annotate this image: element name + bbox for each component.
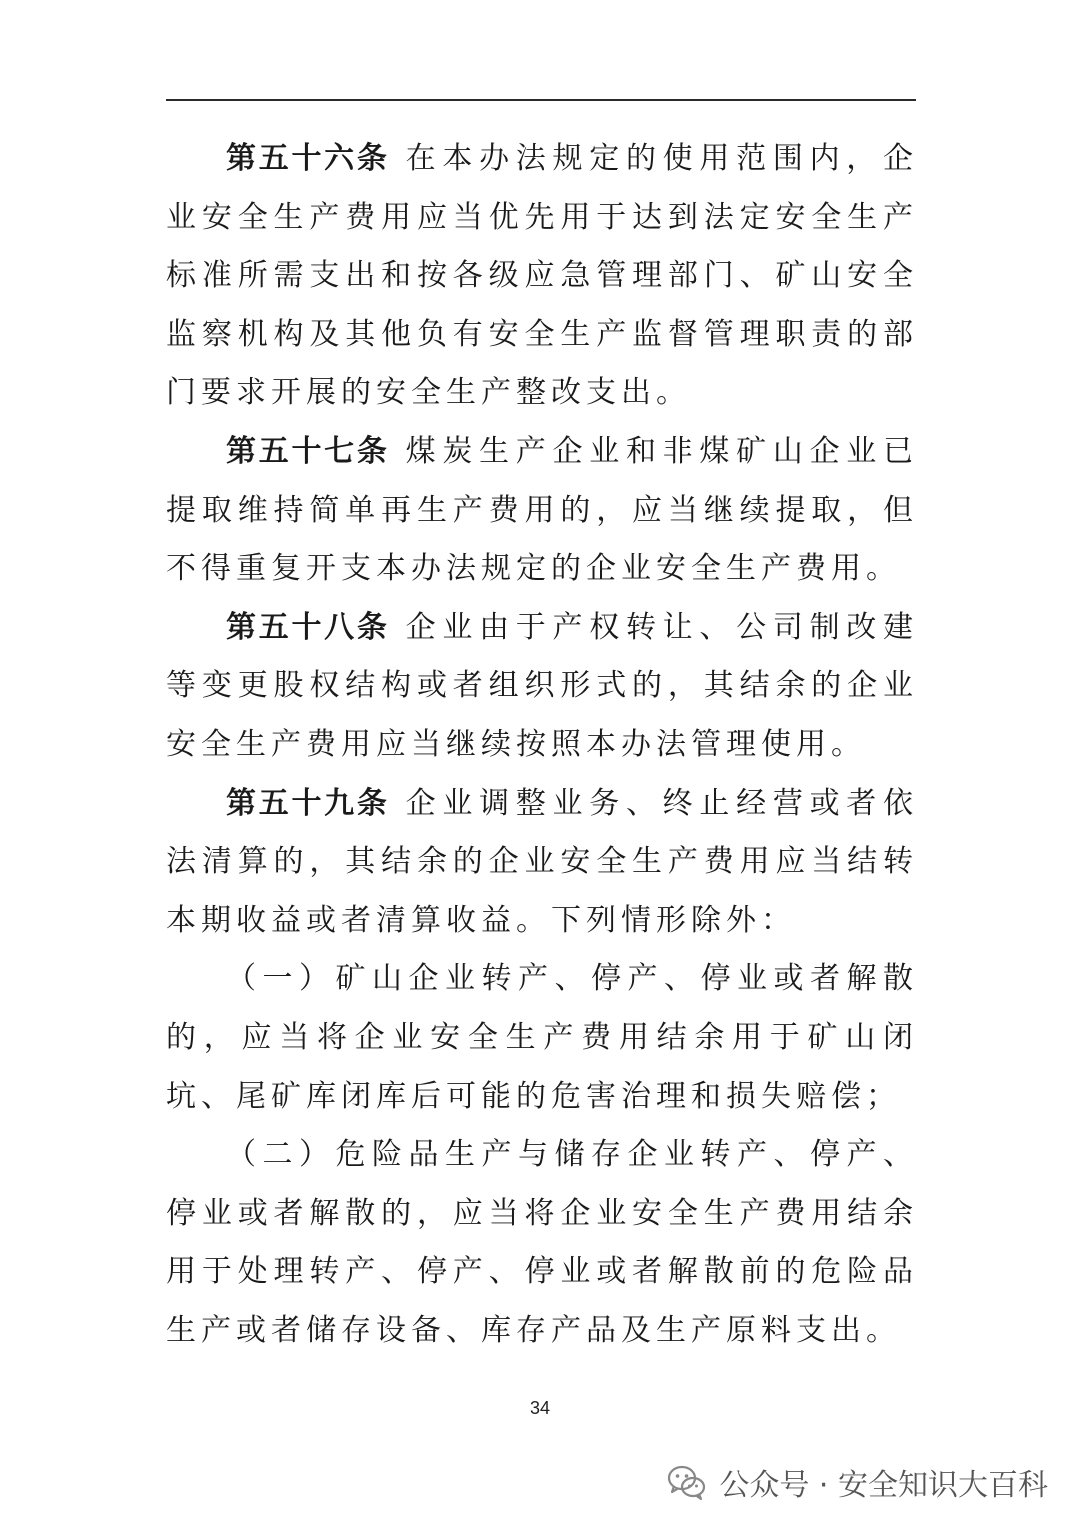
- article-number: 第五十八条: [226, 609, 390, 645]
- wechat-icon: [665, 1460, 709, 1504]
- article-59-item-1: [166, 950, 918, 1126]
- article-text: 煤炭生产企业和非煤矿山企业已提取维持简单再生产费用的，应当继续提取，但不得重复开支本办法规定的企业安全生产费用。: [166, 433, 919, 587]
- article-number: 第五十六条: [226, 141, 390, 176]
- article-58: [166, 599, 918, 775]
- article-57: [166, 423, 918, 599]
- article-59: [166, 775, 918, 951]
- article-56: [166, 130, 918, 423]
- page-number: 34: [529, 1398, 551, 1418]
- article-text: 企业调整业务、终止经营或者依法清算的，其结余的企业安全生产费用应当结转本期收益或者清算收益。下列情形除外：: [166, 785, 919, 938]
- article-number: 第五十九条: [226, 785, 390, 821]
- watermark-text: 公众号 · 安全知识大百科: [719, 1468, 1048, 1503]
- header-rule: [166, 99, 916, 101]
- article-number: 第五十七条: [226, 433, 390, 469]
- article-text: 企业由于产权转让、公司制改建等变更股权结构或者组织形式的，其结余的企业安全生产费用应当继续按照本办法管理使用。: [166, 609, 919, 762]
- item-text: （二）危险品生产与储存企业转产、停产、停业或者解散的，应当将企业安全生产费用结余用于处理转产、停产、停业或者解散前的危险品生产或者储存设备、库存产品及生产原料支出。: [166, 1137, 918, 1348]
- watermark: [665, 1460, 1048, 1504]
- article-59-item-2: [166, 1126, 918, 1360]
- item-text: （一）矿山企业转产、停产、停业或者解散的，应当将企业安全生产费用结余用于矿山闭坑、尾矿库闭库后可能的危害治理和损失赔偿；: [166, 961, 918, 1114]
- document-body: [166, 130, 918, 1360]
- article-text: 在本办法规定的使用范围内，企业安全生产费用应当优先用于达到法定安全生产标准所需支出和按各级应急管理部门、矿山安全监察机构及其他负有安全生产监督管理职责的部门要求开展的安全生产整改支出。: [166, 141, 919, 411]
